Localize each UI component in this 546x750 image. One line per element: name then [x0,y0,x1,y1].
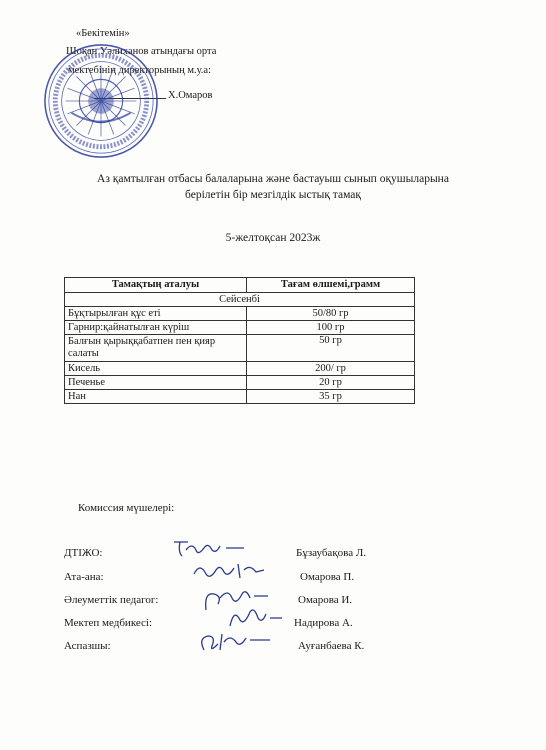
dish-portion: 35 гр [247,390,415,404]
signature-5 [196,628,276,656]
dish-portion: 50/80 гр [247,307,415,321]
column-header-dish: Тамақтың аталуы [65,278,247,293]
signature-4 [226,604,286,630]
day-label: Сейсенбі [65,293,415,307]
commission-heading: Комиссия мүшелері: [78,502,175,514]
dish-name: Гарнир:қайнатылған күріш [65,321,247,335]
member-role: Әлеуметтік педагог: [64,594,159,606]
document-title-line1: Аз қамтылған отбасы балаларына және бастауыш сынып оқушыларына [97,173,449,185]
member-name: Омарова И. [298,594,353,606]
dish-portion: 20 гр [247,376,415,390]
member-role: ДТІЖО: [64,547,103,559]
document-date: 5-желтоқсан 2023ж [225,232,321,244]
approval-heading: «Бекітемін» [76,28,130,39]
member-name: Бұзаубақова Л. [296,547,367,559]
member-role: Аспазшы: [64,640,111,652]
menu-table [64,277,415,404]
dish-name: Бұқтырылған құс еті [65,307,247,321]
approval-school: Шоқан Уәлиханов атындағы орта [66,46,217,57]
dish-portion: 200/ гр [247,362,415,376]
table-row [65,335,415,362]
dish-portion: 50 гр [247,335,415,362]
table-row [65,307,415,321]
member-role: Ата-ана: [64,571,104,583]
table-row [65,390,415,404]
document-title-line2: берілетін бір мезгілдік ыстық тамақ [185,189,361,201]
table-row [65,362,415,376]
dish-portion: 100 гр [247,321,415,335]
table-day-row [65,293,415,307]
official-seal-stamp [42,42,160,160]
dish-name: Нан [65,390,247,404]
table-header-row [65,278,415,293]
member-name: Надирова А. [294,617,353,629]
dish-name: Кисель [65,362,247,376]
signature-2 [190,560,268,584]
table-row [65,376,415,390]
approval-director: мектебінің директорының м.у.а: [68,65,211,76]
dish-name: Балғын қырыққабатпен пен қияр салаты [65,335,247,362]
column-header-portion: Тағам өлшемі,грамм [247,278,415,293]
member-name: Ауғанбаева К. [298,640,365,652]
dish-name: Печенье [65,376,247,390]
member-role: Мектеп медбикесі: [64,617,153,629]
signature-1 [170,536,250,562]
approval-director-name: Х.Омаров [168,90,213,101]
member-name: Омарова П. [300,571,355,583]
table-row [65,321,415,335]
